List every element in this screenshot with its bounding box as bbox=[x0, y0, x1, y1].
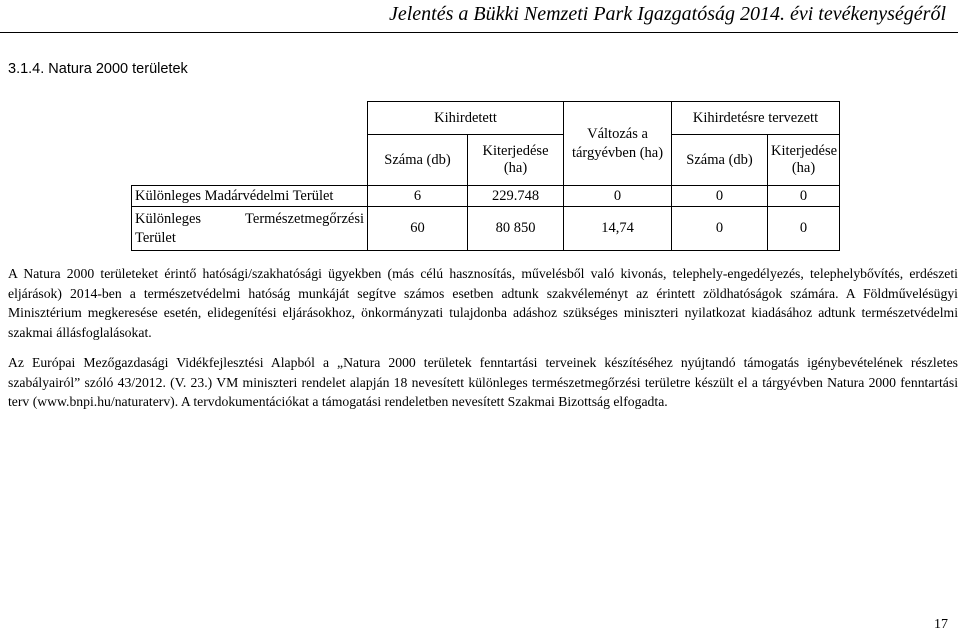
cell-planned-extent: 0 bbox=[768, 186, 840, 207]
cell-planned-count: 0 bbox=[672, 186, 768, 207]
body-paragraph: Az Európai Mezőgazdasági Vidékfejlesztési Alapból a „Natura 2000 területek fenntartási terveinek készítéséhez nyújtandó támogatás igénybevételének részletes szabályairól” szóló 43/2012. (V. 23.) VM miniszteri rendelet alapján 18 nevesített különleges természetmegőrzési területre készült el a tárgyévben Natura 2000 fenntartási terv (www.bnpi.hu/naturaterv). A tervdokumentációkat a támogatási rendeletben nevesített Szakmai Bizottság elfogadta. bbox=[8, 355, 958, 410]
header-announced: Kihirdetett bbox=[368, 102, 564, 135]
subheader-planned-extent: Kiterjedése (ha) bbox=[768, 135, 840, 186]
document-header-title: Jelentés a Bükki Nemzeti Park Igazgatóság 2014. évi tevékenységéről bbox=[388, 3, 946, 25]
table-row bbox=[132, 207, 840, 251]
cell-change: 14,74 bbox=[564, 207, 672, 251]
page-number: 17 bbox=[934, 617, 948, 632]
row-label-part: Természetmegőrzési bbox=[245, 210, 364, 227]
cell-extent: 229.748 bbox=[468, 186, 564, 207]
section-heading: 3.1.4. Natura 2000 területek bbox=[8, 61, 188, 77]
cell-extent: 80 850 bbox=[468, 207, 564, 251]
body-paragraph: A Natura 2000 területeket érintő hatósági/szakhatósági ügyekben (más célú hasznosítás, művelésből való kivonás, telephely-engedélyezés, telephelybővítés, erdészeti eljárások) 2014-ben a természetvédelmi hatóság munkáját segítve számos esetben adtunk szakvéleményt az érintett zöldhatóságok számára. A Földművelésügyi Minisztérium megkeresése esetén, elidegenítési eljárásokhoz, önkormányzati tulajdonba adáshoz szükséges miniszteri nyilatkozat kiadásához adtunk természetvédelmi szakmai állásfoglalásokat. bbox=[8, 266, 958, 340]
row-label-part: Terület bbox=[135, 229, 176, 246]
table-corner-cell bbox=[132, 102, 368, 186]
natura-areas-table bbox=[131, 101, 840, 251]
header-planned: Kihirdetésre tervezett bbox=[672, 102, 840, 135]
header-divider bbox=[0, 32, 958, 33]
subheader-announced-extent: Kiterjedése (ha) bbox=[468, 135, 564, 186]
table-row bbox=[132, 186, 840, 207]
subheader-announced-count: Száma (db) bbox=[368, 135, 468, 186]
cell-count: 6 bbox=[368, 186, 468, 207]
table-header-row bbox=[132, 102, 840, 135]
subheader-planned-count: Száma (db) bbox=[672, 135, 768, 186]
row-label: Különleges Madárvédelmi Terület bbox=[132, 186, 368, 207]
row-label bbox=[132, 207, 368, 251]
header-change: Változás a tárgyévben (ha) bbox=[564, 102, 672, 186]
cell-planned-extent: 0 bbox=[768, 207, 840, 251]
cell-count: 60 bbox=[368, 207, 468, 251]
row-label-part: Különleges bbox=[135, 210, 202, 227]
cell-change: 0 bbox=[564, 186, 672, 207]
cell-planned-count: 0 bbox=[672, 207, 768, 251]
